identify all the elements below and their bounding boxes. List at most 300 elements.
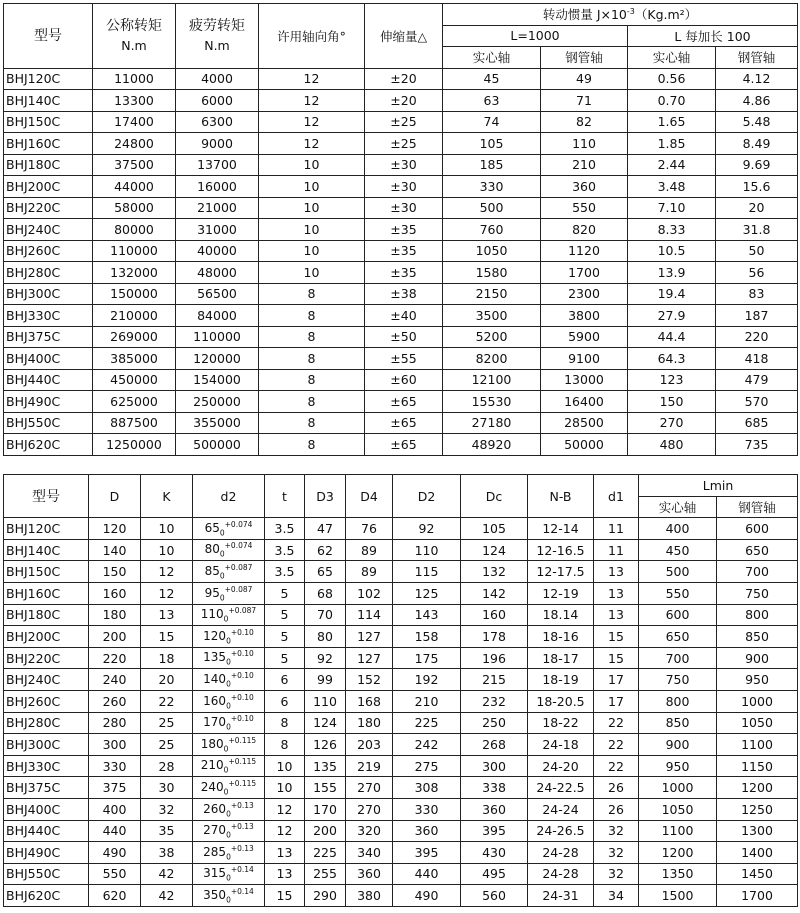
- table-cell: 126: [305, 734, 346, 756]
- table-cell: 160: [461, 604, 528, 626]
- table-cell: 8: [265, 712, 305, 734]
- table-cell: 12-19: [528, 582, 594, 604]
- table-row: [4, 820, 798, 842]
- table-cell: 22: [594, 734, 639, 756]
- d2-value: 180: [200, 736, 224, 751]
- table-cell: 11: [594, 518, 639, 540]
- model-cell: BHJ140C: [4, 539, 89, 561]
- col-header-l-base: L=1000: [443, 25, 628, 47]
- table-cell: 132: [461, 561, 528, 583]
- table-cell: 300: [89, 734, 141, 756]
- table-cell: 450: [639, 539, 717, 561]
- table-row: [4, 326, 798, 348]
- table-cell: 11: [594, 539, 639, 561]
- table-cell: 1000: [717, 690, 798, 712]
- table-cell: 27180: [443, 412, 541, 434]
- col-header-l-per-100: L 每加长 100: [628, 25, 798, 47]
- table-cell: 92: [393, 518, 461, 540]
- tolerance-upper: +0.14: [230, 865, 254, 875]
- model-cell: BHJ150C: [4, 561, 89, 583]
- table-cell: 1500: [639, 885, 717, 907]
- table-cell: 15530: [443, 391, 541, 413]
- col-header-d2: d2: [193, 475, 265, 518]
- col-header-stretch: 伸缩量△: [365, 4, 443, 69]
- table-cell: 80000: [93, 219, 176, 241]
- table-cell: 750: [717, 582, 798, 604]
- table-cell: 82: [541, 111, 628, 133]
- table-cell: 269000: [93, 326, 176, 348]
- table-cell: 3.48: [628, 176, 716, 198]
- table-cell: 1120: [541, 240, 628, 262]
- table-cell: 340: [346, 842, 393, 864]
- table-cell: 25: [141, 734, 193, 756]
- table-row: [4, 176, 798, 198]
- table-cell: 170: [305, 798, 346, 820]
- table-cell: 127: [346, 647, 393, 669]
- table-cell: 7.10: [628, 197, 716, 219]
- table-cell: 3.5: [265, 518, 305, 540]
- model-cell: BHJ120C: [4, 68, 93, 90]
- col-header-model: 型号: [4, 475, 89, 518]
- tolerance-upper: +0.115: [228, 757, 257, 767]
- table-cell: 154000: [176, 369, 259, 391]
- table-cell: 15: [265, 885, 305, 907]
- table-row: [4, 885, 798, 907]
- table-cell: 440: [393, 863, 461, 885]
- table-cell: 10.5: [628, 240, 716, 262]
- tolerance-upper: +0.13: [230, 800, 254, 810]
- tolerance-lower: 0: [219, 592, 225, 602]
- table-cell: 12-17.5: [528, 561, 594, 583]
- table-cell: 900: [639, 734, 717, 756]
- table-cell: 24-31: [528, 885, 594, 907]
- col-header-pipe-shaft: 钢管轴: [717, 496, 798, 518]
- table-cell: 120000: [176, 348, 259, 370]
- table-cell: 178: [461, 626, 528, 648]
- table-cell: 84000: [176, 305, 259, 327]
- table-cell: 152: [346, 669, 393, 691]
- table-cell: 360: [541, 176, 628, 198]
- table-cell: 1050: [717, 712, 798, 734]
- tolerance-lower: 0: [219, 571, 225, 581]
- table-cell: 175: [393, 647, 461, 669]
- table-cell: ±25: [365, 111, 443, 133]
- model-cell: BHJ440C: [4, 820, 89, 842]
- d2-value: 260: [203, 801, 227, 816]
- table-cell: 1250000: [93, 434, 176, 456]
- table-cell: 24-24: [528, 798, 594, 820]
- model-cell: BHJ220C: [4, 197, 93, 219]
- table-cell: 10: [141, 539, 193, 561]
- table-cell: 24800: [93, 133, 176, 155]
- table-cell: 550: [541, 197, 628, 219]
- tolerance-lower: 0: [226, 700, 231, 710]
- table-cell: 13000: [541, 369, 628, 391]
- d2-cell: [193, 798, 265, 820]
- model-cell: BHJ180C: [4, 154, 93, 176]
- table-cell: 24-18: [528, 734, 594, 756]
- table-cell: 280: [89, 712, 141, 734]
- table-cell: 192: [393, 669, 461, 691]
- tolerance-lower: 0: [219, 549, 225, 559]
- table-cell: 10: [141, 518, 193, 540]
- d2-cell: [193, 669, 265, 691]
- table-cell: 80: [305, 626, 346, 648]
- table-cell: 210: [541, 154, 628, 176]
- table-cell: 50: [716, 240, 798, 262]
- table-cell: 360: [346, 863, 393, 885]
- table-cell: 1700: [717, 885, 798, 907]
- d2-cell: [193, 863, 265, 885]
- table-row: [4, 133, 798, 155]
- d2-value: 65: [204, 520, 220, 535]
- table-cell: 450000: [93, 369, 176, 391]
- table-row: [4, 604, 798, 626]
- table-cell: 760: [443, 219, 541, 241]
- table-cell: 500000: [176, 434, 259, 456]
- table-cell: 6: [265, 690, 305, 712]
- tolerance-upper: +0.087: [228, 606, 257, 616]
- table-cell: 13: [265, 842, 305, 864]
- d2-cell: [193, 582, 265, 604]
- table-cell: 15: [141, 626, 193, 648]
- table-cell: 65: [305, 561, 346, 583]
- table-cell: 5900: [541, 326, 628, 348]
- table-cell: 700: [717, 561, 798, 583]
- table-cell: 625000: [93, 391, 176, 413]
- tolerance-upper: +0.087: [224, 584, 253, 594]
- table-cell: 21000: [176, 197, 259, 219]
- tolerance-upper: +0.115: [228, 735, 257, 745]
- table-cell: 5.48: [716, 111, 798, 133]
- col-header-solid-shaft: 实心轴: [443, 47, 541, 69]
- table-cell: 18-20.5: [528, 690, 594, 712]
- d2-value: 120: [203, 628, 227, 643]
- table-cell: 8: [259, 348, 365, 370]
- table-cell: 3.5: [265, 539, 305, 561]
- table-cell: 10: [259, 262, 365, 284]
- table-row: [4, 219, 798, 241]
- table-cell: 56: [716, 262, 798, 284]
- table-cell: 196: [461, 647, 528, 669]
- table-cell: 12-14: [528, 518, 594, 540]
- table-cell: ±65: [365, 434, 443, 456]
- model-cell: BHJ300C: [4, 734, 89, 756]
- tolerance-upper: +0.10: [230, 714, 254, 724]
- d2-value: 315: [203, 866, 227, 881]
- table-cell: 3.5: [265, 561, 305, 583]
- tolerance-upper: +0.10: [230, 649, 254, 659]
- col-header-lmin: Lmin: [639, 475, 798, 497]
- table-cell: 22: [141, 690, 193, 712]
- table-cell: 1700: [541, 262, 628, 284]
- col-header-pipe-shaft: 钢管轴: [541, 47, 628, 69]
- table-cell: 887500: [93, 412, 176, 434]
- table-cell: 127: [346, 626, 393, 648]
- col-header-D2: D2: [393, 475, 461, 518]
- table-cell: 6: [265, 669, 305, 691]
- table-cell: 3500: [443, 305, 541, 327]
- table-cell: 850: [717, 626, 798, 648]
- table-cell: 215: [461, 669, 528, 691]
- table-row: [4, 68, 798, 90]
- table-cell: 13.9: [628, 262, 716, 284]
- table-cell: 1250: [717, 798, 798, 820]
- table-cell: 12: [259, 133, 365, 155]
- table-cell: 125: [393, 582, 461, 604]
- table-cell: 49: [541, 68, 628, 90]
- table-cell: 338: [461, 777, 528, 799]
- d2-value: 80: [204, 542, 220, 557]
- table-cell: 200: [305, 820, 346, 842]
- model-cell: BHJ620C: [4, 885, 89, 907]
- table-cell: 115: [393, 561, 461, 583]
- table-row: [4, 518, 798, 540]
- table-cell: 4.12: [716, 68, 798, 90]
- table-cell: 17: [594, 690, 639, 712]
- table-cell: 250: [461, 712, 528, 734]
- table-cell: 1100: [717, 734, 798, 756]
- table-cell: 1150: [717, 755, 798, 777]
- table-cell: 58000: [93, 197, 176, 219]
- table-cell: 150: [628, 391, 716, 413]
- table-cell: 31.8: [716, 219, 798, 241]
- model-cell: BHJ330C: [4, 755, 89, 777]
- table-cell: 8: [259, 434, 365, 456]
- table-cell: 1.85: [628, 133, 716, 155]
- table-cell: 9000: [176, 133, 259, 155]
- table-cell: 360: [393, 820, 461, 842]
- model-cell: BHJ330C: [4, 305, 93, 327]
- table-cell: 24-22.5: [528, 777, 594, 799]
- table-cell: 320: [346, 820, 393, 842]
- model-cell: BHJ180C: [4, 604, 89, 626]
- col-header-solid-shaft: 实心轴: [639, 496, 717, 518]
- table-cell: 150000: [93, 283, 176, 305]
- table-cell: 68: [305, 582, 346, 604]
- table-cell: 232: [461, 690, 528, 712]
- table-cell: 17: [594, 669, 639, 691]
- d2-cell: [193, 820, 265, 842]
- table-cell: 18-16: [528, 626, 594, 648]
- table-cell: 308: [393, 777, 461, 799]
- table-row: [4, 348, 798, 370]
- table-cell: 143: [393, 604, 461, 626]
- col-header-D3: D3: [305, 475, 346, 518]
- table-cell: ±65: [365, 391, 443, 413]
- table-cell: 200: [89, 626, 141, 648]
- table-cell: 42: [141, 863, 193, 885]
- table-cell: 50000: [541, 434, 628, 456]
- table-cell: 270: [346, 798, 393, 820]
- table-cell: 1450: [717, 863, 798, 885]
- tolerance-upper: +0.14: [230, 886, 254, 896]
- d2-cell: [193, 690, 265, 712]
- tolerance-upper: +0.087: [224, 562, 253, 572]
- table-row: [4, 561, 798, 583]
- table-row: [4, 647, 798, 669]
- table-cell: 56500: [176, 283, 259, 305]
- table-cell: 750: [639, 669, 717, 691]
- table-cell: 44000: [93, 176, 176, 198]
- tolerance-lower: 0: [226, 830, 231, 840]
- table-cell: 22: [594, 712, 639, 734]
- table-cell: 495: [461, 863, 528, 885]
- table-cell: 9100: [541, 348, 628, 370]
- table-cell: 12: [265, 798, 305, 820]
- table-cell: ±40: [365, 305, 443, 327]
- table-cell: 210: [393, 690, 461, 712]
- table-cell: 123: [628, 369, 716, 391]
- table-cell: 240: [89, 669, 141, 691]
- table-cell: 600: [639, 604, 717, 626]
- table-cell: 89: [346, 561, 393, 583]
- table-cell: 0.70: [628, 90, 716, 112]
- table-cell: 5: [265, 647, 305, 669]
- d2-cell: [193, 647, 265, 669]
- table-cell: 900: [717, 647, 798, 669]
- tolerance-lower: 0: [226, 873, 231, 883]
- table-cell: 45: [443, 68, 541, 90]
- table-cell: 430: [461, 842, 528, 864]
- table-row: [4, 412, 798, 434]
- table-cell: 12: [259, 68, 365, 90]
- table-cell: 560: [461, 885, 528, 907]
- table-cell: 270: [628, 412, 716, 434]
- table-cell: 550: [89, 863, 141, 885]
- tolerance-lower: 0: [226, 679, 231, 689]
- table-cell: 330: [393, 798, 461, 820]
- table-cell: ±25: [365, 133, 443, 155]
- table-cell: 800: [717, 604, 798, 626]
- table-cell: ±20: [365, 68, 443, 90]
- table-cell: 71: [541, 90, 628, 112]
- table-cell: 24-26.5: [528, 820, 594, 842]
- d2-cell: [193, 734, 265, 756]
- table-cell: ±30: [365, 197, 443, 219]
- table-cell: 110000: [93, 240, 176, 262]
- table-cell: ±60: [365, 369, 443, 391]
- table-cell: 500: [639, 561, 717, 583]
- table-cell: 28500: [541, 412, 628, 434]
- table-cell: 5: [265, 604, 305, 626]
- d2-cell: [193, 755, 265, 777]
- tolerance-upper: +0.074: [224, 541, 253, 551]
- table-cell: 83: [716, 283, 798, 305]
- table-cell: 8200: [443, 348, 541, 370]
- col-header-d1: d1: [594, 475, 639, 518]
- d2-value: 95: [204, 585, 220, 600]
- table-cell: 2300: [541, 283, 628, 305]
- tolerance-upper: +0.13: [230, 822, 254, 832]
- table-row: [4, 305, 798, 327]
- table-cell: 1200: [639, 842, 717, 864]
- table-cell: 375: [89, 777, 141, 799]
- col-header-model: 型号: [4, 4, 93, 69]
- table-cell: 6300: [176, 111, 259, 133]
- table-cell: 300: [461, 755, 528, 777]
- table-cell: 2150: [443, 283, 541, 305]
- table-cell: 950: [717, 669, 798, 691]
- table-row: [4, 154, 798, 176]
- table-cell: ±65: [365, 412, 443, 434]
- table-cell: 12100: [443, 369, 541, 391]
- table-cell: 13: [141, 604, 193, 626]
- table-cell: 8: [259, 369, 365, 391]
- table-cell: 490: [393, 885, 461, 907]
- table-cell: 47: [305, 518, 346, 540]
- table-row: [4, 197, 798, 219]
- table-cell: 124: [305, 712, 346, 734]
- table-cell: 120: [89, 518, 141, 540]
- table-cell: 102: [346, 582, 393, 604]
- col-header-D: D: [89, 475, 141, 518]
- tolerance-lower: 0: [226, 852, 231, 862]
- table-cell: 13: [265, 863, 305, 885]
- table-cell: 1300: [717, 820, 798, 842]
- d2-cell: [193, 712, 265, 734]
- model-cell: BHJ240C: [4, 669, 89, 691]
- col-header-N-B: N-B: [528, 475, 594, 518]
- table-cell: 13: [594, 604, 639, 626]
- model-cell: BHJ440C: [4, 369, 93, 391]
- model-cell: BHJ200C: [4, 176, 93, 198]
- table-cell: 12: [259, 111, 365, 133]
- table-cell: 48000: [176, 262, 259, 284]
- table-cell: 8: [259, 391, 365, 413]
- d2-value: 285: [203, 844, 227, 859]
- table-cell: 28: [141, 755, 193, 777]
- table-cell: 12: [265, 820, 305, 842]
- table-cell: 114: [346, 604, 393, 626]
- tolerance-lower: 0: [223, 744, 229, 754]
- table-cell: 32: [594, 863, 639, 885]
- table-row: [4, 240, 798, 262]
- table-cell: 330: [89, 755, 141, 777]
- table-cell: 242: [393, 734, 461, 756]
- table-cell: 1400: [717, 842, 798, 864]
- table-cell: 31000: [176, 219, 259, 241]
- model-cell: BHJ200C: [4, 626, 89, 648]
- table-cell: 76: [346, 518, 393, 540]
- table-cell: 10: [259, 219, 365, 241]
- table-cell: 650: [639, 626, 717, 648]
- model-cell: BHJ160C: [4, 133, 93, 155]
- table-cell: 5200: [443, 326, 541, 348]
- table-cell: 24-20: [528, 755, 594, 777]
- col-header-D4: D4: [346, 475, 393, 518]
- table-cell: 110000: [176, 326, 259, 348]
- table-cell: 15: [594, 626, 639, 648]
- table-cell: 18-17: [528, 647, 594, 669]
- table-cell: 11000: [93, 68, 176, 90]
- table-cell: 1050: [443, 240, 541, 262]
- d2-value: 160: [203, 693, 227, 708]
- table-cell: 550: [639, 582, 717, 604]
- table-cell: 105: [443, 133, 541, 155]
- table-cell: 850: [639, 712, 717, 734]
- table-cell: 600: [717, 518, 798, 540]
- table-cell: 142: [461, 582, 528, 604]
- table-cell: 10: [265, 777, 305, 799]
- table-row: [4, 777, 798, 799]
- table-cell: 385000: [93, 348, 176, 370]
- d2-value: 170: [203, 715, 227, 730]
- table-cell: 480: [628, 434, 716, 456]
- table-row: [4, 391, 798, 413]
- d2-cell: [193, 842, 265, 864]
- table-cell: 12-16.5: [528, 539, 594, 561]
